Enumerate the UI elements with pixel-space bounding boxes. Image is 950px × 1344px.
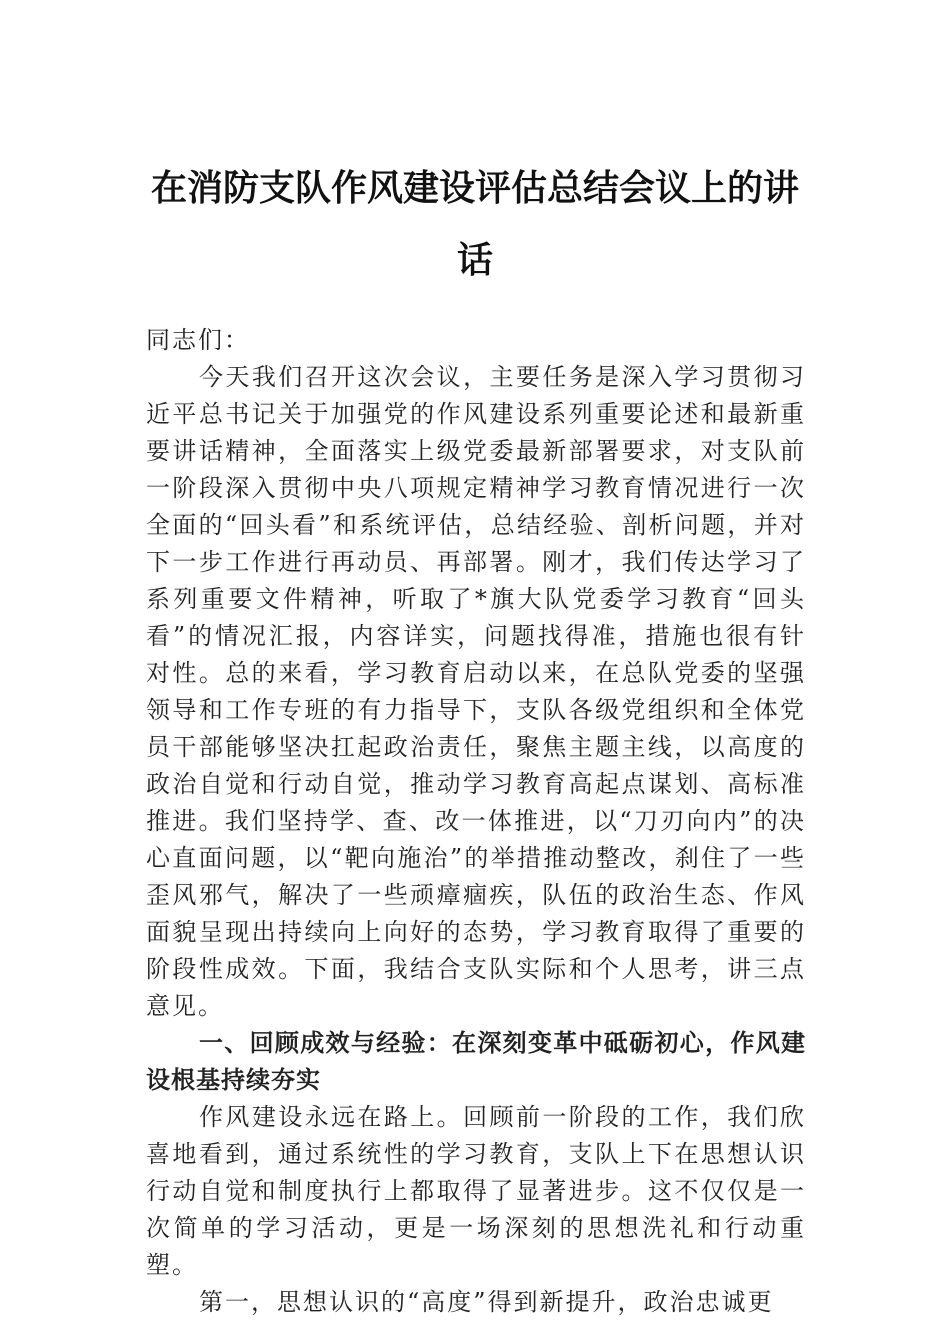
section-1-paragraph: 作风建设永远在路上。回顾前一阶段的工作，我们欣喜地看到，通过系统性的学习教育，支队上下在思想认识行动自觉和制度执行上都取得了显著进步。这不仅仅是一次简单的学习活动，更是一场深刻的思想洗礼和行动重塑。 bbox=[146, 1103, 806, 1279]
intro-paragraph: 今天我们召开这次会议，主要任务是深入学习贯彻习近平总书记关于加强党的作风建设系列重要论述和最新重要讲话精神，全面落实上级党委最新部署要求，对支队前一阶段深入贯彻中央八项规定精神学习教育情况进行一次全面的“回头看”和系统评估，总结经验、剖析问题，并对下一步工作进行再动员、再部署。刚才，我们传达学习了系列重要文件精神，听取了*旗大队党委学习教育“回头看”的情况汇报，内容详实，问题找得准，措施也很有针对性。总的来看，学习教育启动以来，在总队党委的坚强领导和工作专班的有力指导下，支队各级党组织和全体党员干部能够坚决扛起政治责任，聚焦主题主线，以高度的政治自觉和行动自觉，推动学习教育高起点谋划、高标准推进。我们坚持学、查、改一体推进，以“刀刃向内”的决心直面问题，以“靶向施治”的举措推动整改，刹住了一些歪风邪气，解决了一些顽瘴痼疾，队伍的政治生态、作风面貌呈现出持续向上向好的态势，学习教育取得了重要的阶段性成效。下面，我结合支队实际和个人思考，讲三点意见。 bbox=[146, 363, 806, 1020]
document-title-line-1: 在消防支队作风建设评估总结会议上的讲 bbox=[150, 167, 799, 209]
salutation: 同志们： bbox=[146, 326, 250, 354]
point-1-start: 第一，思想认识的“高度”得到新提升，政治忠诚更 bbox=[199, 1288, 774, 1316]
document-body bbox=[146, 322, 806, 1321]
section-1-heading: 一、回顾成效与经验：在深刻变革中砥砺初心，作风建设根基持续夯实 bbox=[146, 1029, 806, 1094]
document-title-line-2: 话 bbox=[456, 239, 493, 281]
